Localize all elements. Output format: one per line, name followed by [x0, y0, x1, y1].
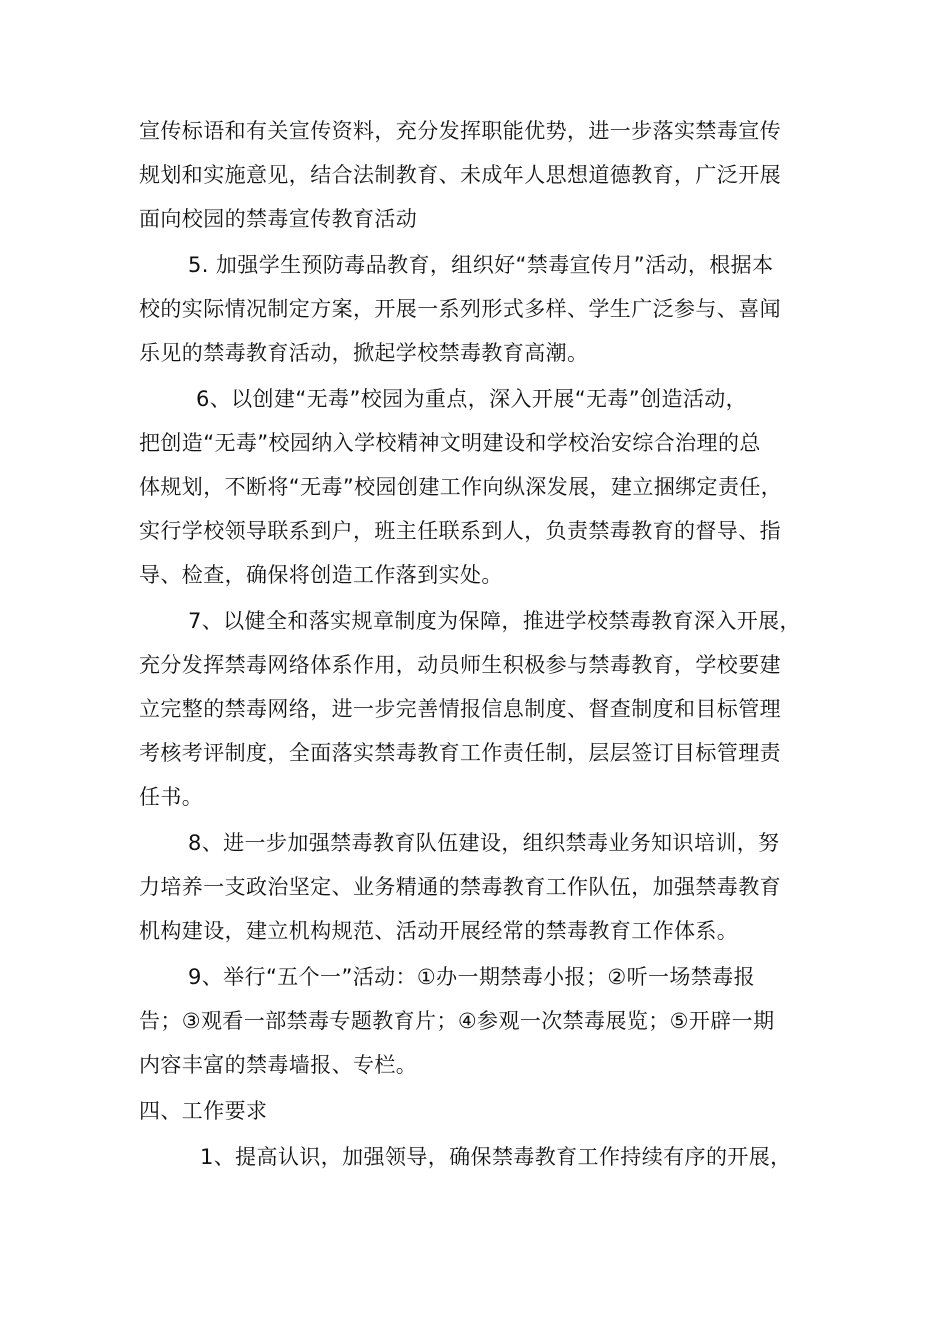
paragraph-6-first-line: 6、以创建“无毒”校园为重点，深入开展“无毒”创造活动， — [196, 387, 748, 411]
text-line: 告；③观看一部禁毒专题教育片；④参观一次禁毒展览；⑤开辟一期 — [139, 1009, 775, 1033]
text-line: 考核考评制度，全面落实禁毒教育工作责任制，层层签订目标管理责 — [139, 741, 781, 765]
section-heading: 四、工作要求 — [139, 1099, 268, 1123]
text-line: 把创造“无毒”校园纳入学校精神文明建设和学校治安综合治理的总 — [139, 431, 761, 455]
text-line: 面向校园的禁毒宣传教育活动 — [139, 207, 418, 231]
text-line: 规划和实施意见，结合法制教育、未成年人思想道德教育，广泛开展 — [139, 163, 781, 187]
paragraph-7-first-line: 7、以健全和落实规章制度为保障，推进学校禁毒教育深入开展， — [188, 609, 801, 633]
paragraph-9-first-line: 9、举行“五个一”活动：①办一期禁毒小报；②听一场禁毒报 — [188, 965, 755, 989]
text-line: 体规划，不断将“无毒”校园创建工作向纵深发展，建立捆绑定责任， — [139, 475, 783, 499]
text-line: 校的实际情况制定方案，开展一系列形式多样、学生广泛参与、喜闻 — [139, 297, 781, 321]
text-line: 导、检查，确保将创造工作落到实处。 — [139, 563, 503, 587]
text-line: 机构建设，建立机构规范、活动开展经常的禁毒教育工作体系。 — [139, 919, 739, 943]
text-line: 充分发挥禁毒网络体系作用，动员师生积极参与禁毒教育，学校要建 — [139, 653, 781, 677]
paragraph-5-first-line: 5. 加强学生预防毒品教育，组织好“禁毒宣传月”活动，根据本 — [188, 253, 774, 277]
text-line: 立完整的禁毒网络，进一步完善情报信息制度、督查制度和目标管理 — [139, 697, 781, 721]
text-line: 宣传标语和有关宣传资料，充分发挥职能优势，进一步落实禁毒宣传 — [139, 119, 781, 143]
text-line: 乐见的禁毒教育活动，掀起学校禁毒教育高潮。 — [139, 341, 589, 365]
text-line: 实行学校领导联系到户，班主任联系到人，负责禁毒教育的督导、指 — [139, 519, 781, 543]
text-line: 内容丰富的禁毒墙报、专栏。 — [139, 1053, 418, 1077]
text-line: 力培养一支政治坚定、业务精通的禁毒教育工作队伍，加强禁毒教育 — [139, 875, 781, 899]
text-line: 任书。 — [139, 785, 204, 809]
requirement-1-first-line: 1、提高认识，加强领导，确保禁毒教育工作持续有序的开展， — [200, 1145, 792, 1169]
paragraph-8-first-line: 8、进一步加强禁毒教育队伍建设，组织禁毒业务知识培训，努 — [188, 831, 780, 855]
